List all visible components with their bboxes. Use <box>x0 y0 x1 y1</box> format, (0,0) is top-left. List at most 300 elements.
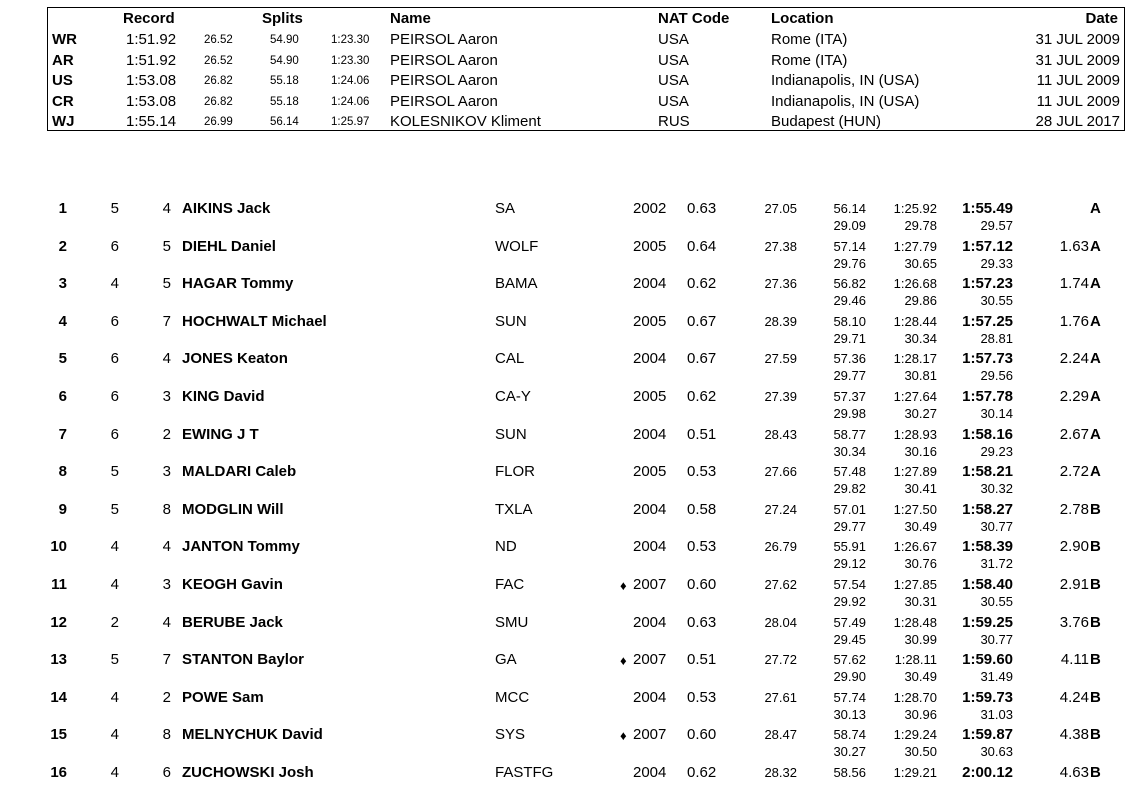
reaction-time: 0.53 <box>687 688 717 706</box>
qualification-code: B <box>1090 613 1101 631</box>
split-50: 26.79 <box>764 539 797 555</box>
final-time: 2:00.12 <box>962 764 1013 781</box>
lap-split-2: 29.09 <box>833 218 866 233</box>
result-row <box>0 275 1141 312</box>
header-location: Location <box>771 10 834 27</box>
team-code: BAMA <box>495 275 538 293</box>
rank: 8 <box>58 463 67 481</box>
lane-number: 3 <box>162 388 171 405</box>
record-time: 1:53.08 <box>126 92 177 110</box>
year-of-birth: 2004 <box>633 538 667 556</box>
rank: 16 <box>50 764 67 781</box>
lap-split-4: 30.32 <box>980 481 1013 497</box>
year-of-birth: 2004 <box>633 613 667 631</box>
record-location: Indianapolis, IN (USA) <box>771 72 920 89</box>
swimmer-name: DIEHL Daniel <box>182 237 276 255</box>
final-time: 1:57.12 <box>962 237 1013 255</box>
split-150: 1:25.92 <box>893 201 937 216</box>
time-behind: 2.78 <box>1059 500 1089 518</box>
lap-split-3: 30.96 <box>904 706 937 722</box>
reaction-time: 0.62 <box>687 388 717 405</box>
record-split-150: 1:24.06 <box>331 95 370 108</box>
team-code: FASTFG <box>495 764 554 781</box>
split-100: 57.62 <box>833 652 866 668</box>
heat-number: 4 <box>110 538 119 556</box>
heat-number: 6 <box>110 350 119 368</box>
qualification-code: A <box>1090 463 1101 481</box>
reaction-time: 0.63 <box>687 613 717 631</box>
year-of-birth: 2004 <box>633 350 667 368</box>
diamond-marker: ♦ <box>620 653 627 669</box>
swimmer-name: KING David <box>182 388 265 405</box>
qualification-code: B <box>1090 538 1101 556</box>
record-split-50: 26.99 <box>204 116 233 128</box>
lap-split-3: 30.16 <box>904 443 937 459</box>
split-150: 1:29.21 <box>893 765 937 780</box>
swimmer-name: EWING J T <box>182 425 259 443</box>
split-150: 1:28.70 <box>893 689 937 705</box>
split-50: 27.72 <box>764 652 797 668</box>
split-150: 1:27.50 <box>893 501 937 517</box>
team-code: WOLF <box>495 237 539 255</box>
split-100: 57.01 <box>833 501 866 517</box>
split-100: 57.14 <box>833 238 866 254</box>
lap-split-4: 29.33 <box>980 255 1013 271</box>
lap-split-3: 30.76 <box>904 556 937 572</box>
lap-split-4: 30.77 <box>980 631 1013 647</box>
qualification-code: A <box>1090 200 1101 217</box>
result-row <box>0 726 1141 763</box>
header-date: Date <box>1085 10 1118 27</box>
lap-split-3: 30.31 <box>904 594 937 609</box>
swimmer-name: ZUCHOWSKI Josh <box>182 764 314 781</box>
swimmer-name: JANTON Tommy <box>182 538 300 556</box>
lap-split-3: 30.50 <box>904 744 937 760</box>
qualification-code: A <box>1090 312 1101 330</box>
reaction-time: 0.62 <box>687 275 717 293</box>
record-code: US <box>52 72 73 89</box>
header-record: Record <box>123 10 175 27</box>
year-of-birth: 2004 <box>633 500 667 518</box>
team-code: FLOR <box>495 463 536 481</box>
lane-number: 5 <box>162 275 171 293</box>
reaction-time: 0.60 <box>687 726 717 744</box>
year-of-birth: 2004 <box>633 764 667 781</box>
lap-split-4: 31.72 <box>980 556 1013 572</box>
record-split-100: 55.18 <box>270 95 299 108</box>
rank: 13 <box>50 651 67 669</box>
rank: 14 <box>50 688 67 706</box>
time-behind: 4.24 <box>1059 688 1089 706</box>
lap-split-4: 30.14 <box>980 406 1013 421</box>
split-150: 1:26.68 <box>893 276 937 292</box>
swimmer-name: HAGAR Tommy <box>182 275 294 293</box>
final-time: 1:57.23 <box>962 275 1013 293</box>
swimmer-name: HOCHWALT Michael <box>182 312 327 330</box>
lap-split-3: 30.27 <box>904 406 937 421</box>
record-nat-code: USA <box>658 51 689 69</box>
reaction-time: 0.60 <box>687 576 717 593</box>
record-split-100: 56.14 <box>270 116 299 128</box>
year-of-birth: 2002 <box>633 200 667 217</box>
lane-number: 2 <box>162 688 171 706</box>
lane-number: 6 <box>162 764 171 781</box>
split-150: 1:26.67 <box>893 539 937 555</box>
final-time: 1:59.73 <box>962 688 1013 706</box>
year-of-birth: 2005 <box>633 463 667 481</box>
qualification-code: B <box>1090 688 1101 706</box>
lap-split-4: 29.56 <box>980 368 1013 384</box>
record-time: 1:53.08 <box>126 72 177 89</box>
final-time: 1:58.40 <box>962 576 1013 593</box>
split-100: 56.82 <box>833 276 866 292</box>
split-50: 28.32 <box>764 765 797 780</box>
rank: 5 <box>58 350 67 368</box>
lap-split-2: 29.71 <box>833 330 866 346</box>
record-time: 1:51.92 <box>126 51 177 69</box>
split-50: 28.43 <box>764 426 797 442</box>
lap-split-2: 29.90 <box>833 669 866 685</box>
lane-number: 8 <box>162 500 171 518</box>
record-location: Rome (ITA) <box>771 51 848 69</box>
split-100: 58.10 <box>833 313 866 329</box>
lap-split-3: 30.49 <box>904 518 937 534</box>
lane-number: 8 <box>162 726 171 744</box>
split-150: 1:27.79 <box>893 238 937 254</box>
split-100: 57.54 <box>833 577 866 592</box>
team-code: TXLA <box>495 500 533 518</box>
record-location: Budapest (HUN) <box>771 113 882 130</box>
split-50: 27.39 <box>764 389 797 404</box>
rank: 7 <box>58 425 67 443</box>
result-row <box>0 313 1141 350</box>
final-time: 1:59.25 <box>962 613 1013 631</box>
lap-split-4: 30.63 <box>980 744 1013 760</box>
swimmer-name: BERUBE Jack <box>182 613 283 631</box>
split-50: 27.24 <box>764 501 797 517</box>
team-code: MCC <box>495 688 530 706</box>
result-row <box>0 463 1141 500</box>
split-100: 58.77 <box>833 426 866 442</box>
lap-split-4: 30.55 <box>980 293 1013 309</box>
record-date: 11 JUL 2009 <box>1036 92 1120 110</box>
result-row <box>0 651 1141 688</box>
lap-split-4: 28.81 <box>980 330 1013 346</box>
split-100: 58.74 <box>833 727 866 743</box>
lap-split-3: 30.65 <box>904 255 937 271</box>
split-50: 28.04 <box>764 614 797 630</box>
lap-split-3: 30.99 <box>904 631 937 647</box>
result-row <box>0 764 1141 801</box>
rank: 12 <box>50 613 67 631</box>
swimmer-name: POWE Sam <box>182 688 264 706</box>
record-split-50: 26.52 <box>204 54 233 67</box>
reaction-time: 0.51 <box>687 651 717 669</box>
record-code: WJ <box>52 113 75 130</box>
split-150: 1:27.64 <box>893 389 937 404</box>
split-100: 57.74 <box>833 689 866 705</box>
time-behind: 3.76 <box>1059 613 1089 631</box>
rank: 6 <box>58 388 67 405</box>
rank: 10 <box>50 538 67 556</box>
split-100: 58.56 <box>833 765 866 780</box>
qualification-code: B <box>1090 726 1101 744</box>
reaction-time: 0.67 <box>687 350 717 368</box>
record-split-100: 54.90 <box>270 34 299 46</box>
record-split-50: 26.82 <box>204 75 233 87</box>
rank: 15 <box>50 726 67 744</box>
record-nat-code: RUS <box>658 113 690 130</box>
qualification-code: A <box>1090 275 1101 293</box>
result-row <box>0 689 1141 726</box>
time-behind: 2.90 <box>1059 538 1089 556</box>
heat-number: 5 <box>110 463 119 481</box>
record-nat-code: USA <box>658 92 689 110</box>
split-100: 57.49 <box>833 614 866 630</box>
team-code: SUN <box>495 312 527 330</box>
lap-split-2: 29.77 <box>833 518 866 534</box>
record-code: WR <box>52 31 77 48</box>
record-time: 1:55.14 <box>126 113 177 130</box>
heat-number: 6 <box>110 312 119 330</box>
record-split-150: 1:23.30 <box>331 54 370 67</box>
header-name: Name <box>390 10 431 27</box>
record-row <box>48 30 1126 50</box>
records-table <box>47 7 1125 131</box>
result-row <box>0 538 1141 575</box>
record-nat-code: USA <box>658 72 689 89</box>
final-time: 1:55.49 <box>962 200 1013 217</box>
lane-number: 3 <box>162 576 171 593</box>
split-150: 1:28.48 <box>893 614 937 630</box>
record-code: CR <box>52 92 74 110</box>
lane-number: 5 <box>162 237 171 255</box>
team-code: SA <box>495 200 516 217</box>
lap-split-2: 29.92 <box>833 594 866 609</box>
final-time: 1:59.87 <box>962 726 1013 744</box>
swimmer-name: MELNYCHUK David <box>182 726 323 744</box>
reaction-time: 0.53 <box>687 538 717 556</box>
record-row <box>48 112 1126 132</box>
diamond-marker: ♦ <box>620 728 627 744</box>
heat-number: 5 <box>110 200 119 217</box>
heat-number: 4 <box>110 726 119 744</box>
time-behind: 4.11 <box>1060 651 1089 669</box>
team-code: SMU <box>495 613 529 631</box>
qualification-code: B <box>1090 500 1101 518</box>
split-150: 1:28.11 <box>894 652 937 668</box>
lap-split-2: 29.82 <box>833 481 866 497</box>
time-behind: 1.63 <box>1059 237 1089 255</box>
lap-split-4: 30.77 <box>980 518 1013 534</box>
swimmer-name: STANTON Baylor <box>182 651 304 669</box>
record-holder-name: PEIRSOL Aaron <box>390 92 498 110</box>
lap-split-2: 29.76 <box>833 255 866 271</box>
lap-split-2: 30.13 <box>833 706 866 722</box>
final-time: 1:58.39 <box>962 538 1013 556</box>
final-time: 1:58.21 <box>962 463 1013 481</box>
swimmer-name: JONES Keaton <box>182 350 288 368</box>
record-holder-name: KOLESNIKOV Kliment <box>390 113 541 130</box>
diamond-marker: ♦ <box>620 578 627 593</box>
record-nat-code: USA <box>658 31 689 48</box>
record-row <box>48 92 1126 112</box>
year-of-birth: 2005 <box>633 312 667 330</box>
swimmer-name: AIKINS Jack <box>182 200 271 217</box>
lap-split-4: 29.57 <box>980 218 1013 233</box>
lap-split-3: 30.49 <box>904 669 937 685</box>
time-behind: 2.72 <box>1059 463 1089 481</box>
split-50: 27.05 <box>764 201 797 216</box>
lap-split-4: 31.03 <box>980 706 1013 722</box>
year-of-birth: 2004 <box>633 275 667 293</box>
rank: 9 <box>58 500 67 518</box>
lane-number: 4 <box>162 538 171 556</box>
lap-split-4: 30.55 <box>980 594 1013 609</box>
record-location: Rome (ITA) <box>771 31 848 48</box>
split-50: 27.62 <box>764 577 797 592</box>
split-150: 1:28.44 <box>893 313 937 329</box>
lane-number: 4 <box>162 350 171 368</box>
split-50: 27.59 <box>764 351 797 367</box>
heat-number: 5 <box>110 651 119 669</box>
header-splits: Splits <box>262 10 303 27</box>
split-50: 27.36 <box>764 276 797 292</box>
result-row <box>0 576 1141 613</box>
qualification-code: A <box>1090 425 1101 443</box>
swimmer-name: MODGLIN Will <box>182 500 284 518</box>
lap-split-3: 30.41 <box>904 481 937 497</box>
qualification-code: B <box>1090 764 1101 781</box>
record-split-50: 26.82 <box>204 95 233 108</box>
final-time: 1:57.78 <box>962 388 1013 405</box>
split-50: 28.47 <box>764 727 797 743</box>
reaction-time: 0.62 <box>687 764 717 781</box>
lane-number: 2 <box>162 425 171 443</box>
year-of-birth: 2007 <box>633 576 667 593</box>
final-time: 1:58.16 <box>962 425 1013 443</box>
rank: 11 <box>51 576 67 593</box>
header-nat-code: NAT Code <box>658 10 730 27</box>
split-50: 27.38 <box>764 238 797 254</box>
lap-split-2: 29.12 <box>833 556 866 572</box>
heat-number: 4 <box>110 688 119 706</box>
final-time: 1:58.27 <box>962 500 1013 518</box>
time-behind: 2.29 <box>1059 388 1089 405</box>
reaction-time: 0.67 <box>687 312 717 330</box>
team-code: CAL <box>495 350 525 368</box>
heat-number: 6 <box>110 388 119 405</box>
record-date: 11 JUL 2009 <box>1036 72 1120 89</box>
record-split-100: 54.90 <box>270 54 299 67</box>
time-behind: 4.38 <box>1059 726 1089 744</box>
rank: 1 <box>58 200 67 217</box>
result-row <box>0 426 1141 463</box>
record-date: 31 JUL 2009 <box>1035 51 1120 69</box>
heat-number: 5 <box>110 500 119 518</box>
time-behind: 4.63 <box>1059 764 1089 781</box>
heat-number: 4 <box>110 576 119 593</box>
reaction-time: 0.58 <box>687 500 717 518</box>
heat-number: 6 <box>110 237 119 255</box>
reaction-time: 0.64 <box>687 237 717 255</box>
record-split-150: 1:23.30 <box>331 34 370 46</box>
record-row <box>48 71 1126 91</box>
lap-split-2: 29.98 <box>833 406 866 421</box>
split-100: 57.37 <box>833 389 866 404</box>
record-date: 31 JUL 2009 <box>1035 31 1120 48</box>
year-of-birth: 2007 <box>633 726 667 744</box>
qualification-code: A <box>1090 388 1101 405</box>
heat-number: 4 <box>110 275 119 293</box>
lane-number: 3 <box>162 463 171 481</box>
lap-split-2: 30.34 <box>833 443 866 459</box>
heat-number: 4 <box>110 764 119 781</box>
split-100: 57.36 <box>833 351 866 367</box>
time-behind: 1.76 <box>1059 312 1089 330</box>
swimmer-name: KEOGH Gavin <box>182 576 283 593</box>
result-row <box>0 614 1141 651</box>
year-of-birth: 2004 <box>633 425 667 443</box>
lap-split-2: 29.46 <box>833 293 866 309</box>
lap-split-3: 29.86 <box>904 293 937 309</box>
year-of-birth: 2005 <box>633 388 667 405</box>
reaction-time: 0.51 <box>687 425 717 443</box>
record-holder-name: PEIRSOL Aaron <box>390 51 498 69</box>
team-code: FAC <box>495 576 525 593</box>
time-behind: 2.24 <box>1059 350 1089 368</box>
qualification-code: B <box>1090 651 1101 669</box>
swimmer-name: MALDARI Caleb <box>182 463 297 481</box>
final-time: 1:59.60 <box>962 651 1013 669</box>
record-code: AR <box>52 51 74 69</box>
final-time: 1:57.73 <box>962 350 1013 368</box>
record-split-150: 1:24.06 <box>331 75 370 87</box>
lap-split-2: 29.77 <box>833 368 866 384</box>
record-split-100: 55.18 <box>270 75 299 87</box>
heat-number: 6 <box>110 425 119 443</box>
reaction-time: 0.53 <box>687 463 717 481</box>
team-code: GA <box>495 651 517 669</box>
time-behind: 2.91 <box>1059 576 1089 593</box>
lane-number: 7 <box>162 312 171 330</box>
lap-split-3: 29.78 <box>904 218 937 233</box>
lane-number: 7 <box>162 651 171 669</box>
record-time: 1:51.92 <box>126 31 177 48</box>
result-row <box>0 200 1141 237</box>
record-split-150: 1:25.97 <box>331 116 370 128</box>
split-150: 1:27.85 <box>893 577 937 592</box>
rank: 4 <box>58 312 67 330</box>
split-150: 1:28.93 <box>893 426 937 442</box>
split-150: 1:27.89 <box>893 464 937 480</box>
team-code: ND <box>495 538 517 556</box>
rank: 3 <box>58 275 67 293</box>
rank: 2 <box>58 237 67 255</box>
year-of-birth: 2007 <box>633 651 667 669</box>
record-date: 28 JUL 2017 <box>1035 113 1120 130</box>
team-code: CA-Y <box>495 388 531 405</box>
qualification-code: B <box>1090 576 1101 593</box>
result-row <box>0 501 1141 538</box>
lane-number: 4 <box>162 200 171 217</box>
split-100: 57.48 <box>833 464 866 480</box>
split-100: 55.91 <box>833 539 866 555</box>
record-holder-name: PEIRSOL Aaron <box>390 72 498 89</box>
split-150: 1:28.17 <box>893 351 937 367</box>
lap-split-2: 29.45 <box>833 631 866 647</box>
result-row <box>0 350 1141 387</box>
